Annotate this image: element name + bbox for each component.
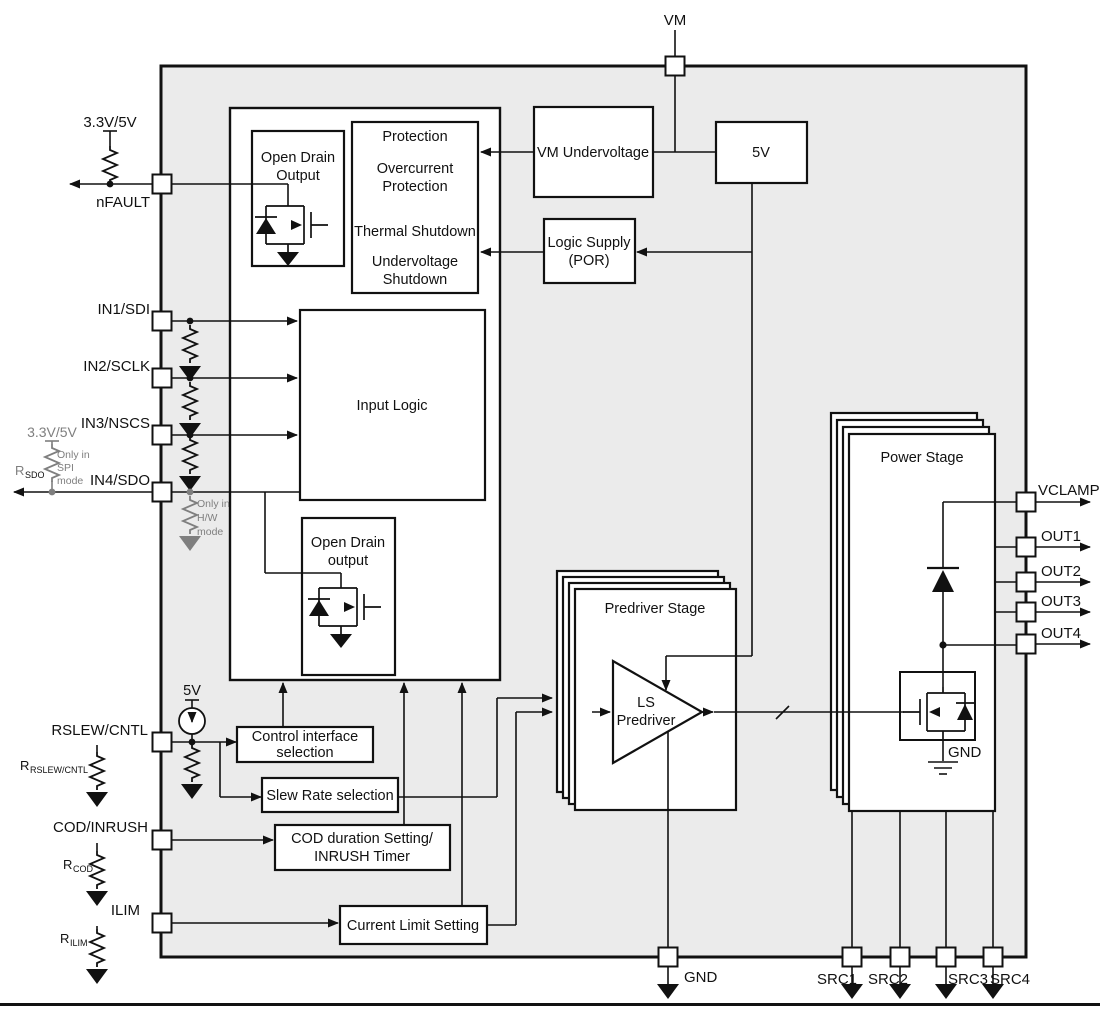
- block-logic-supply-por: [544, 219, 635, 283]
- label-vm-undervoltage: VM Undervoltage: [536, 145, 650, 161]
- label-rilim-prefix: R: [60, 931, 70, 946]
- label-input-logic: Input Logic: [356, 398, 428, 414]
- note-hw-3: mode: [197, 526, 224, 538]
- pin-in4-sdo: [153, 483, 172, 502]
- pin-src2: [891, 948, 910, 967]
- label-pin-src2: SRC2: [867, 971, 909, 988]
- pin-src4: [984, 948, 1003, 967]
- label-protection-4: Thermal Shutdown: [354, 224, 476, 240]
- label-open-drain-bottom-1: Open Drain: [310, 535, 386, 551]
- label-protection-1: Protection: [382, 129, 448, 145]
- label-control-interface-1: Control interface: [251, 729, 359, 745]
- label-rsdo-prefix: R: [15, 463, 25, 478]
- resistor-rilim-icon: [90, 929, 104, 967]
- label-rcod-prefix: R: [63, 857, 73, 872]
- pin-src1: [843, 948, 862, 967]
- pin-vclamp: [1017, 493, 1036, 512]
- label-rilim-sub: ILIM: [70, 938, 88, 948]
- label-protection-6: Shutdown: [382, 272, 448, 288]
- junction-dot: [107, 181, 114, 188]
- pin-in3-nscs: [153, 426, 172, 445]
- label-protection-3: Protection: [382, 179, 448, 195]
- pin-cod-inrush: [153, 831, 172, 850]
- label-current-limit: Current Limit Setting: [346, 918, 480, 934]
- label-pin-vclamp: VCLAMP: [1038, 482, 1100, 499]
- resistor-rslew-external-icon: [90, 752, 104, 790]
- note-spi-1: Only in: [57, 449, 90, 461]
- note-hw-1: Only in: [197, 498, 230, 510]
- label-rslew-prefix: R: [20, 758, 30, 773]
- label-open-drain-bottom-2: output: [327, 553, 369, 569]
- label-open-drain-top-1: Open Drain: [260, 150, 336, 166]
- pin-out3: [1017, 603, 1036, 622]
- label-protection-5: Undervoltage: [371, 254, 459, 270]
- label-protection-2: Overcurrent: [376, 161, 454, 177]
- label-pin-vm: VM: [663, 12, 687, 29]
- pin-src3: [937, 948, 956, 967]
- label-control-interface-2: selection: [276, 745, 334, 761]
- note-spi-2: SPI: [57, 462, 74, 474]
- pin-in2-sclk: [153, 369, 172, 388]
- label-pin-out2: OUT2: [1041, 563, 1082, 580]
- label-logic-supply-2: (POR): [568, 253, 610, 269]
- label-predriver-title: Predriver Stage: [604, 601, 706, 617]
- label-rcod-sub: COD: [73, 864, 93, 874]
- pin-ilim: [153, 914, 172, 933]
- pin-rslew-cntl: [153, 733, 172, 752]
- label-slew-rate: Slew Rate selection: [266, 788, 394, 804]
- label-5v-regulator: 5V: [752, 145, 770, 161]
- pin-vm: [666, 57, 685, 76]
- label-logic-supply-1: Logic Supply: [547, 235, 631, 251]
- label-pin-nfault: nFAULT: [96, 194, 150, 211]
- label-current-source-rail: 5V: [183, 683, 201, 699]
- label-cod-duration-2: INRUSH Timer: [314, 849, 410, 865]
- label-nfault-rail: 3.3V/5V: [83, 114, 137, 131]
- pin-in1-sdi: [153, 312, 172, 331]
- label-pin-out3: OUT3: [1041, 593, 1082, 610]
- label-pin-rslew: RSLEW/CNTL: [51, 722, 148, 739]
- label-pin-out4: OUT4: [1041, 625, 1082, 642]
- label-rsdo-sub: SDO: [25, 470, 45, 480]
- pin-out4: [1017, 635, 1036, 654]
- gnd-arrow-icon: [657, 984, 679, 999]
- note-spi-3: mode: [57, 475, 84, 487]
- label-pin-cod: COD/INRUSH: [52, 819, 148, 836]
- pin-out1: [1017, 538, 1036, 557]
- label-pin-src1: SRC1: [816, 971, 858, 988]
- power-mosfet-box: [900, 672, 975, 740]
- label-pin-gnd: GND: [684, 969, 718, 986]
- label-pin-out1: OUT1: [1041, 528, 1082, 545]
- pin-gnd: [659, 948, 678, 967]
- pin-out2: [1017, 573, 1036, 592]
- label-sdo-rail: 3.3V/5V: [27, 424, 77, 440]
- label-power-gnd: GND: [948, 744, 982, 761]
- label-power-stage-title: Power Stage: [880, 450, 964, 466]
- label-rslew-sub: RSLEW/CNTL: [30, 765, 89, 775]
- label-pin-in4: IN4/SDO: [89, 472, 150, 489]
- junction-dot: [939, 641, 946, 648]
- label-pin-ilim: ILIM: [110, 902, 140, 919]
- note-hw-2: H/W: [197, 512, 218, 524]
- label-pin-src3: SRC3: [947, 971, 989, 988]
- resistor-nfault-pullup-icon: [103, 146, 117, 184]
- label-cod-duration-1: COD duration Setting/: [291, 831, 433, 847]
- label-ls-predriver-1: LS: [637, 695, 655, 711]
- label-ls-predriver-2: Predriver: [616, 713, 676, 729]
- label-pin-in3: IN3/NSCS: [80, 415, 150, 432]
- label-open-drain-top-2: Output: [276, 168, 320, 184]
- pin-nfault: [153, 175, 172, 194]
- label-pin-src4: SRC4: [989, 971, 1031, 988]
- label-pin-in1: IN1/SDI: [97, 301, 150, 318]
- label-pin-in2: IN2/SCLK: [83, 358, 150, 375]
